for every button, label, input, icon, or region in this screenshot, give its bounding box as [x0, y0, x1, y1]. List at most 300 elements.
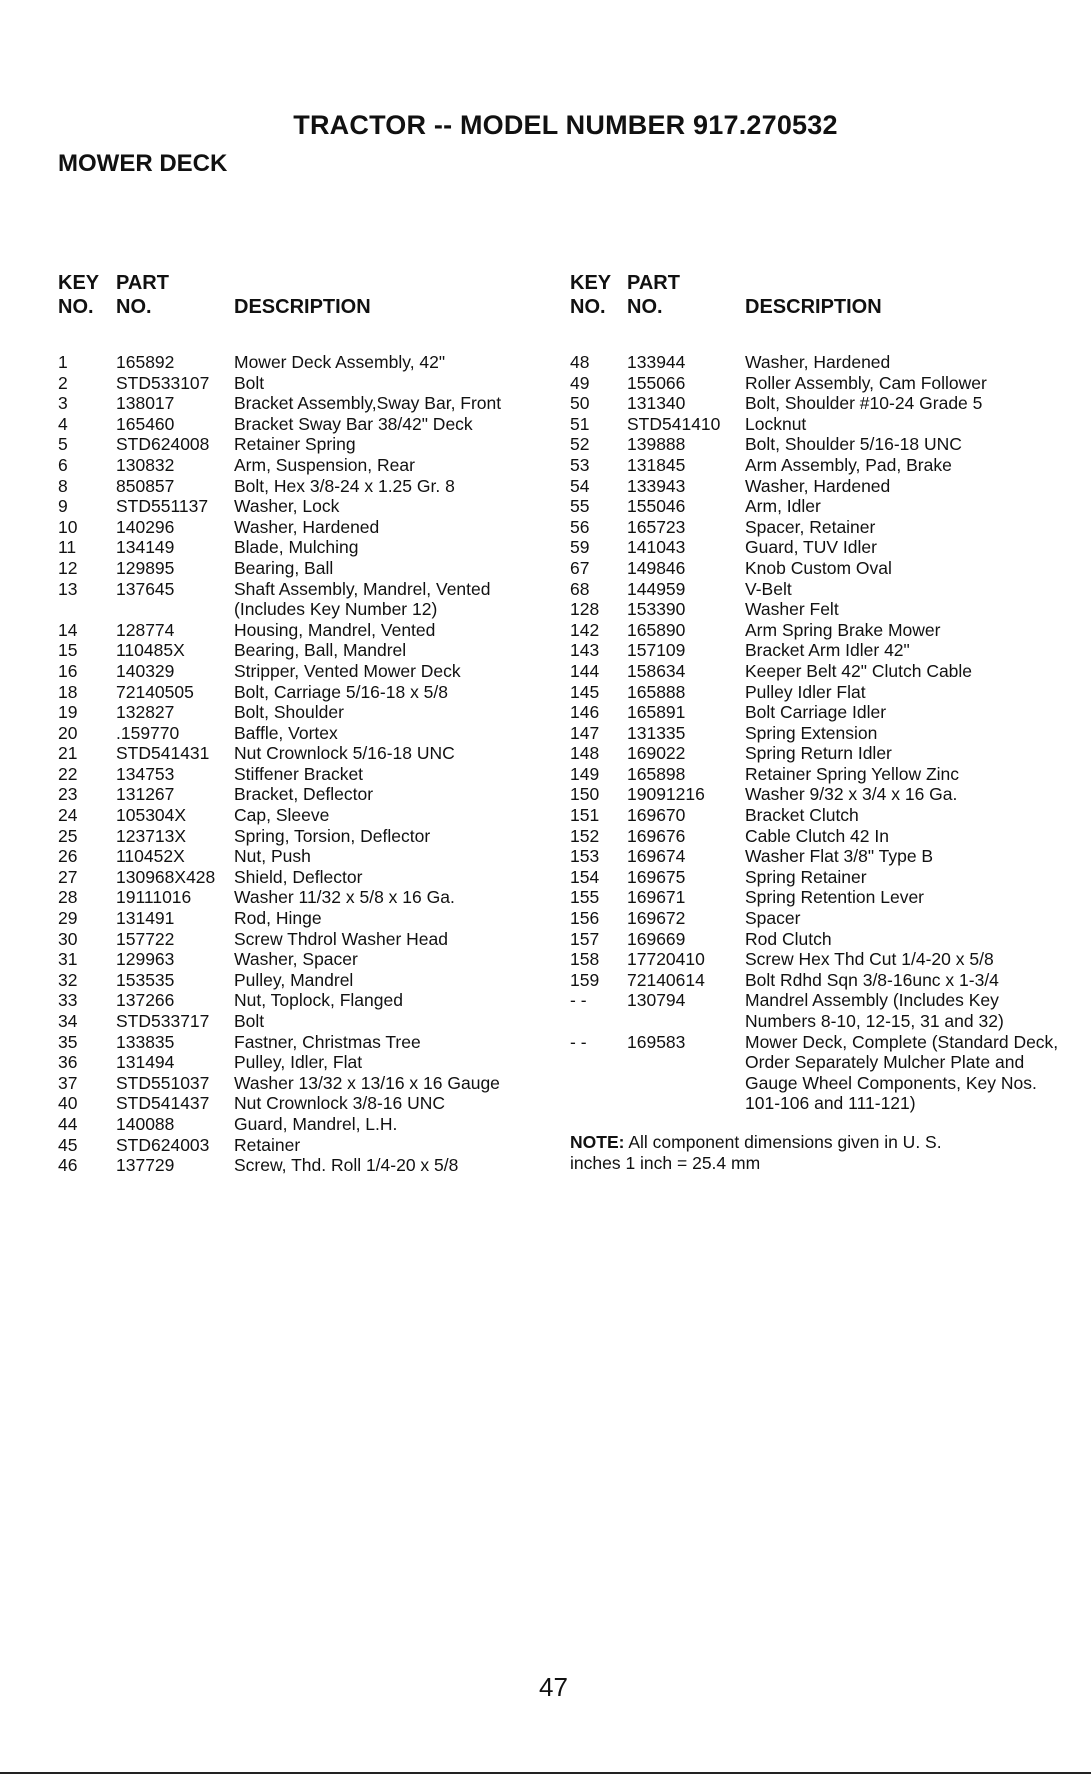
part-no-cell: 139888 — [627, 434, 686, 455]
key-no-cell: 56 — [570, 516, 590, 537]
part-no-cell: .159770 — [116, 722, 180, 743]
description-cell: Bolt — [234, 372, 265, 393]
key-no-cell: 15 — [58, 640, 78, 661]
key-no-cell: 48 — [570, 352, 590, 372]
table-row — [570, 599, 1070, 620]
key-no-cell: 67 — [570, 557, 590, 578]
description-cell: Washer, Hardened — [234, 516, 380, 537]
part-no-cell: 137645 — [116, 578, 175, 599]
part-no-cell: 72140614 — [627, 969, 705, 990]
part-no-cell: 153390 — [627, 599, 686, 620]
part-no-cell: 165898 — [627, 763, 686, 784]
part-no-cell: 144959 — [627, 578, 686, 599]
part-no-cell: 133943 — [627, 475, 686, 496]
description-cell: Washer 13/32 x 13/16 x 16 Gauge — [234, 1072, 500, 1093]
part-no-cell: STD541410 — [627, 413, 721, 434]
description-cell: Spring Retention Lever — [745, 887, 924, 908]
key-no-cell: 4 — [58, 413, 68, 434]
table-row — [570, 970, 1070, 991]
key-no-cell: 6 — [58, 454, 68, 475]
key-no-cell: 11 — [58, 537, 77, 558]
table-row — [58, 393, 538, 414]
table-row — [58, 1073, 538, 1094]
table-row — [570, 867, 1070, 888]
key-no-cell: 149 — [570, 763, 600, 784]
part-no-cell: 165892 — [116, 352, 175, 372]
part-no-cell: STD624003 — [116, 1134, 210, 1155]
key-no-cell: 40 — [58, 1093, 78, 1114]
table-row — [58, 990, 538, 1011]
table-row — [58, 743, 538, 764]
part-no-cell: STD551137 — [116, 496, 209, 517]
description-cell: Bolt Rdhd Sqn 3/8-16unc x 1-3/4 — [745, 969, 999, 990]
table-row — [58, 949, 538, 970]
description-cell: V-Belt — [745, 578, 792, 599]
dimensions-note — [570, 1132, 990, 1173]
part-no-cell: 131335 — [627, 722, 686, 743]
key-no-cell: 35 — [58, 1031, 78, 1052]
key-no-cell: 28 — [58, 887, 78, 908]
section-heading: MOWER DECK — [58, 150, 228, 177]
part-no-cell: 169670 — [627, 805, 686, 826]
part-no-cell: 157109 — [627, 640, 686, 661]
table-row — [570, 764, 1070, 785]
table-row — [58, 1155, 538, 1176]
key-no-cell: 159 — [570, 969, 600, 990]
description-cell: Nut, Push — [234, 846, 311, 867]
part-no-cell: 130794 — [627, 990, 686, 1011]
key-no-cell: 51 — [570, 413, 590, 434]
part-no-cell: 131491 — [116, 908, 175, 929]
part-no-cell: STD541431 — [116, 743, 210, 764]
part-no-cell: 123713X — [116, 825, 187, 846]
key-no-cell: 153 — [570, 846, 600, 867]
description-cell: Knob Custom Oval — [745, 557, 892, 578]
table-row — [570, 682, 1070, 703]
part-no-cell: 110452X — [116, 846, 185, 867]
table-row — [58, 517, 538, 538]
key-no-cell: 49 — [570, 372, 590, 393]
part-no-cell: 133835 — [116, 1031, 175, 1052]
part-no-cell: 137729 — [116, 1155, 175, 1176]
key-no-cell: 128 — [570, 599, 600, 620]
table-row — [58, 620, 538, 641]
description-cell: Bearing, Ball, Mandrel — [234, 640, 407, 661]
part-no-cell: 72140505 — [116, 681, 194, 702]
table-row — [570, 990, 1070, 1031]
description-cell: Mower Deck Assembly, 42" — [234, 352, 446, 372]
description-cell: Arm, Idler — [745, 496, 821, 517]
parts-list-right — [570, 272, 1070, 1173]
description-cell: Screw Thdrol Washer Head — [234, 928, 448, 949]
table-row — [570, 373, 1070, 394]
description-cell: Bracket Sway Bar 38/42" Deck — [234, 413, 473, 434]
table-row — [570, 640, 1070, 661]
key-no-cell: 8 — [58, 475, 68, 496]
key-no-cell: 45 — [58, 1134, 78, 1155]
description-cell: Spacer — [745, 908, 801, 929]
table-row — [570, 929, 1070, 950]
page-title: TRACTOR -- MODEL NUMBER 917.270532 — [293, 110, 838, 140]
key-no-cell: 144 — [570, 660, 600, 681]
key-no-cell: 52 — [570, 434, 590, 455]
table-row — [570, 743, 1070, 764]
part-no-cell: 105304X — [116, 805, 187, 826]
description-cell: Screw Hex Thd Cut 1/4-20 x 5/8 — [745, 949, 994, 970]
description-cell: Guard, TUV Idler — [745, 537, 877, 558]
table-row — [570, 393, 1070, 414]
key-no-cell: 150 — [570, 784, 600, 805]
key-no-cell: 46 — [58, 1155, 78, 1176]
description-cell: Bearing, Ball — [234, 557, 334, 578]
key-no-cell: 24 — [58, 805, 78, 826]
table-row — [58, 764, 538, 785]
part-no-cell: STD541437 — [116, 1093, 210, 1114]
table-row — [58, 826, 538, 847]
description-cell: Mandrel Assembly (Includes Key Numbers 8-10, 12-15, 31 and 32) — [745, 990, 1004, 1031]
description-cell: Pulley, Mandrel — [234, 969, 354, 990]
part-no-cell: 140088 — [116, 1113, 175, 1134]
table-row — [570, 887, 1070, 908]
part-no-cell: 138017 — [116, 393, 175, 414]
key-no-cell: 19 — [58, 702, 78, 723]
table-row — [58, 1011, 538, 1032]
key-no-cell: 16 — [58, 660, 78, 681]
part-no-cell: 129895 — [116, 557, 175, 578]
part-no-cell: 130832 — [116, 454, 175, 475]
description-cell: Bolt, Shoulder #10-24 Grade 5 — [745, 393, 983, 414]
part-no-cell: 157722 — [116, 928, 175, 949]
key-no-cell: 30 — [58, 928, 78, 949]
part-no-cell: 169583 — [627, 1031, 686, 1052]
table-row — [570, 784, 1070, 805]
part-no-cell: 137266 — [116, 990, 175, 1011]
parts-rows — [58, 352, 538, 1176]
key-no-cell: 22 — [58, 763, 78, 784]
part-no-cell: 110485X — [116, 640, 185, 661]
header-part: PART — [627, 272, 680, 294]
header-key: KEY — [58, 272, 100, 294]
table-row — [58, 723, 538, 744]
table-row — [58, 1052, 538, 1073]
description-cell: Spring Return Idler — [745, 743, 892, 764]
parts-list-left — [58, 272, 538, 1176]
key-no-cell: 5 — [58, 434, 68, 455]
description-cell: Bracket Arm Idler 42" — [745, 640, 910, 661]
table-row — [570, 434, 1070, 455]
table-row — [58, 846, 538, 867]
part-no-cell: 155066 — [627, 372, 686, 393]
part-no-cell: 165891 — [627, 702, 686, 723]
header-description: DESCRIPTION — [234, 296, 371, 318]
part-no-cell: 140329 — [116, 660, 175, 681]
part-no-cell: 169676 — [627, 825, 686, 846]
description-cell: Bolt, Carriage 5/16-18 x 5/8 — [234, 681, 449, 702]
key-no-cell: 37 — [58, 1072, 78, 1093]
part-no-cell: 129963 — [116, 949, 175, 970]
part-no-cell: 169672 — [627, 908, 686, 929]
key-no-cell: 14 — [58, 619, 78, 640]
part-no-cell: 131340 — [627, 393, 686, 414]
key-no-cell: 25 — [58, 825, 78, 846]
header-part-no: NO. — [627, 296, 663, 318]
part-no-cell: 131494 — [116, 1052, 175, 1073]
key-no-cell: 33 — [58, 990, 78, 1011]
part-no-cell: 132827 — [116, 702, 175, 723]
table-row — [58, 414, 538, 435]
table-row — [58, 1032, 538, 1053]
table-row — [58, 661, 538, 682]
part-no-cell: 134149 — [116, 537, 175, 558]
table-row — [570, 826, 1070, 847]
table-row — [58, 702, 538, 723]
description-cell: Nut Crownlock 3/8-16 UNC — [234, 1093, 446, 1114]
description-cell: Bolt — [234, 1011, 265, 1031]
part-no-cell: 165723 — [627, 516, 686, 537]
description-cell: Cable Clutch 42 In — [745, 825, 889, 846]
table-row — [570, 702, 1070, 723]
table-row — [570, 352, 1070, 373]
part-no-cell: STD551037 — [116, 1072, 210, 1093]
description-cell: Washer, Hardened — [745, 475, 891, 496]
description-cell: Arm, Suspension, Rear — [234, 454, 415, 475]
key-no-cell: 13 — [58, 578, 78, 599]
part-no-cell: 155046 — [627, 496, 686, 517]
header-description: DESCRIPTION — [745, 296, 882, 318]
table-row — [570, 846, 1070, 867]
table-row — [570, 414, 1070, 435]
header-key: KEY — [570, 272, 612, 294]
key-no-cell: 142 — [570, 619, 600, 640]
key-no-cell: 155 — [570, 887, 600, 908]
part-no-cell: 165460 — [116, 413, 175, 434]
description-cell: Washer, Hardened — [745, 352, 891, 372]
description-cell: Pulley Idler Flat — [745, 681, 866, 702]
part-no-cell: 165888 — [627, 681, 686, 702]
table-row — [58, 476, 538, 497]
description-cell: Bolt Carriage Idler — [745, 702, 887, 723]
table-row — [58, 373, 538, 394]
part-no-cell: 133944 — [627, 352, 686, 372]
table-row — [58, 1135, 538, 1156]
part-no-cell: 17720410 — [627, 949, 705, 970]
key-no-cell: 152 — [570, 825, 600, 846]
page-bottom-rule — [0, 1772, 1091, 1774]
key-no-cell: 27 — [58, 866, 78, 887]
part-no-cell: 128774 — [116, 619, 175, 640]
table-row — [58, 352, 538, 373]
key-no-cell: 36 — [58, 1052, 78, 1073]
table-row — [58, 579, 538, 620]
key-no-cell: 10 — [58, 516, 78, 537]
key-no-cell: 18 — [58, 681, 78, 702]
key-no-cell: 21 — [58, 743, 78, 764]
table-row — [58, 867, 538, 888]
table-row — [570, 476, 1070, 497]
description-cell: Spacer, Retainer — [745, 516, 876, 537]
table-row — [58, 970, 538, 991]
column-headers — [58, 272, 538, 352]
description-cell: Bolt, Hex 3/8-24 x 1.25 Gr. 8 — [234, 475, 455, 496]
table-row — [570, 496, 1070, 517]
column-headers — [570, 272, 1070, 352]
part-no-cell: 130968X428 — [116, 866, 216, 887]
note-label: NOTE: — [570, 1131, 625, 1152]
key-no-cell: 151 — [570, 805, 600, 826]
table-row — [58, 455, 538, 476]
key-no-cell: 145 — [570, 681, 600, 702]
table-row — [570, 455, 1070, 476]
table-row — [58, 887, 538, 908]
part-no-cell: 141043 — [627, 537, 686, 558]
description-cell: Screw, Thd. Roll 1/4-20 x 5/8 — [234, 1155, 459, 1176]
key-no-cell: 148 — [570, 743, 600, 764]
key-no-cell: 54 — [570, 475, 590, 496]
page-number: 47 — [539, 1672, 568, 1702]
key-no-cell: 68 — [570, 578, 590, 599]
key-no-cell: 59 — [570, 537, 590, 558]
description-cell: Stiffener Bracket — [234, 763, 364, 784]
description-cell: Rod, Hinge — [234, 908, 322, 929]
header-part: PART — [116, 272, 169, 294]
key-no-cell: 20 — [58, 722, 78, 743]
key-no-cell: 158 — [570, 949, 600, 970]
description-cell: Fastner, Christmas Tree — [234, 1031, 421, 1052]
key-no-cell: - - — [570, 1031, 587, 1052]
part-no-cell: 169022 — [627, 743, 686, 764]
table-row — [570, 1032, 1070, 1114]
table-row — [58, 496, 538, 517]
part-no-cell: 169671 — [627, 887, 686, 908]
key-no-cell: 1 — [58, 352, 68, 372]
key-no-cell: 29 — [58, 908, 78, 929]
header-key-no: NO. — [570, 296, 606, 318]
description-cell: Rod Clutch — [745, 928, 832, 949]
key-no-cell: 147 — [570, 722, 600, 743]
header-key-no: NO. — [58, 296, 94, 318]
description-cell: Stripper, Vented Mower Deck — [234, 660, 461, 681]
part-no-cell: STD624008 — [116, 434, 210, 455]
parts-rows — [570, 352, 1070, 1114]
part-no-cell: 165890 — [627, 619, 686, 640]
key-no-cell: 34 — [58, 1011, 78, 1031]
description-cell: Bracket, Deflector — [234, 784, 374, 805]
key-no-cell: 32 — [58, 969, 78, 990]
header-part-no: NO. — [116, 296, 152, 318]
key-no-cell: 143 — [570, 640, 600, 661]
part-no-cell: 169674 — [627, 846, 686, 867]
table-row — [58, 784, 538, 805]
part-no-cell: 19111016 — [116, 887, 192, 908]
description-cell: Locknut — [745, 413, 807, 434]
table-row — [570, 661, 1070, 682]
table-row — [58, 640, 538, 661]
description-cell: Nut, Toplock, Flanged — [234, 990, 403, 1011]
description-cell: Retainer Spring Yellow Zinc — [745, 763, 960, 784]
description-cell: Shaft Assembly, Mandrel, Vented (Includes Key Number 12) — [234, 578, 491, 620]
table-row — [58, 1114, 538, 1135]
part-no-cell: 153535 — [116, 969, 175, 990]
key-no-cell: 53 — [570, 454, 590, 475]
table-row — [570, 579, 1070, 600]
key-no-cell: 146 — [570, 702, 600, 723]
key-no-cell: 9 — [58, 496, 68, 517]
part-no-cell: 131267 — [116, 784, 175, 805]
description-cell: Shield, Deflector — [234, 866, 363, 887]
part-no-cell: 169669 — [627, 928, 686, 949]
part-no-cell: 140296 — [116, 516, 175, 537]
description-cell: Bolt, Shoulder 5/16-18 UNC — [745, 434, 962, 455]
key-no-cell: 55 — [570, 496, 590, 517]
part-no-cell: 19091216 — [627, 784, 705, 805]
part-no-cell: 850857 — [116, 475, 175, 496]
table-row — [570, 949, 1070, 970]
description-cell: Arm Assembly, Pad, Brake — [745, 454, 952, 475]
description-cell: Washer 11/32 x 5/8 x 16 Ga. — [234, 887, 455, 908]
table-row — [58, 1093, 538, 1114]
key-no-cell: 12 — [58, 557, 78, 578]
description-cell: Keeper Belt 42" Clutch Cable — [745, 660, 973, 681]
table-row — [58, 805, 538, 826]
key-no-cell: 2 — [58, 372, 68, 393]
note-text: All component dimensions given in U. S. inches 1 inch = 25.4 mm — [570, 1131, 942, 1173]
description-cell: Washer Felt — [745, 599, 839, 620]
description-cell: Cap, Sleeve — [234, 805, 330, 826]
table-row — [570, 908, 1070, 929]
key-no-cell: 3 — [58, 393, 68, 414]
part-no-cell: 131845 — [627, 454, 686, 475]
part-no-cell: STD533717 — [116, 1011, 210, 1031]
table-row — [58, 908, 538, 929]
key-no-cell: 44 — [58, 1113, 78, 1134]
table-row — [58, 537, 538, 558]
part-no-cell: 134753 — [116, 763, 175, 784]
part-no-cell: 149846 — [627, 557, 686, 578]
key-no-cell: 156 — [570, 908, 600, 929]
table-row — [570, 805, 1070, 826]
description-cell: Bolt, Shoulder — [234, 702, 344, 723]
description-cell: Nut Crownlock 5/16-18 UNC — [234, 743, 455, 764]
description-cell: Spring, Torsion, Deflector — [234, 825, 431, 846]
table-row — [58, 558, 538, 579]
description-cell: Spring Retainer — [745, 866, 867, 887]
description-cell: Washer, Lock — [234, 496, 340, 517]
description-cell: Bracket Assembly,Sway Bar, Front — [234, 393, 502, 414]
description-cell: Washer 9/32 x 3/4 x 16 Ga. — [745, 784, 958, 805]
key-no-cell: 50 — [570, 393, 590, 414]
description-cell: Washer, Spacer — [234, 949, 358, 970]
key-no-cell: - - — [570, 990, 587, 1011]
table-row — [570, 723, 1070, 744]
part-no-cell: 158634 — [627, 660, 686, 681]
part-no-cell: STD533107 — [116, 372, 210, 393]
description-cell: Bracket Clutch — [745, 805, 859, 826]
table-row — [570, 537, 1070, 558]
description-cell: Roller Assembly, Cam Follower — [745, 372, 987, 393]
description-cell: Baffle, Vortex — [234, 722, 338, 743]
description-cell: Blade, Mulching — [234, 537, 359, 558]
table-row — [58, 682, 538, 703]
description-cell: Mower Deck, Complete (Standard Deck, Order Separately Mulcher Plate and Gauge Wheel Components, Key Nos. 101-106 and 111-121) — [745, 1031, 1059, 1114]
table-row — [570, 558, 1070, 579]
key-no-cell: 157 — [570, 928, 600, 949]
key-no-cell: 31 — [58, 949, 78, 970]
description-cell: Arm Spring Brake Mower — [745, 619, 941, 640]
description-cell: Housing, Mandrel, Vented — [234, 619, 436, 640]
key-no-cell: 23 — [58, 784, 78, 805]
key-no-cell: 154 — [570, 866, 600, 887]
description-cell: Pulley, Idler, Flat — [234, 1052, 363, 1073]
